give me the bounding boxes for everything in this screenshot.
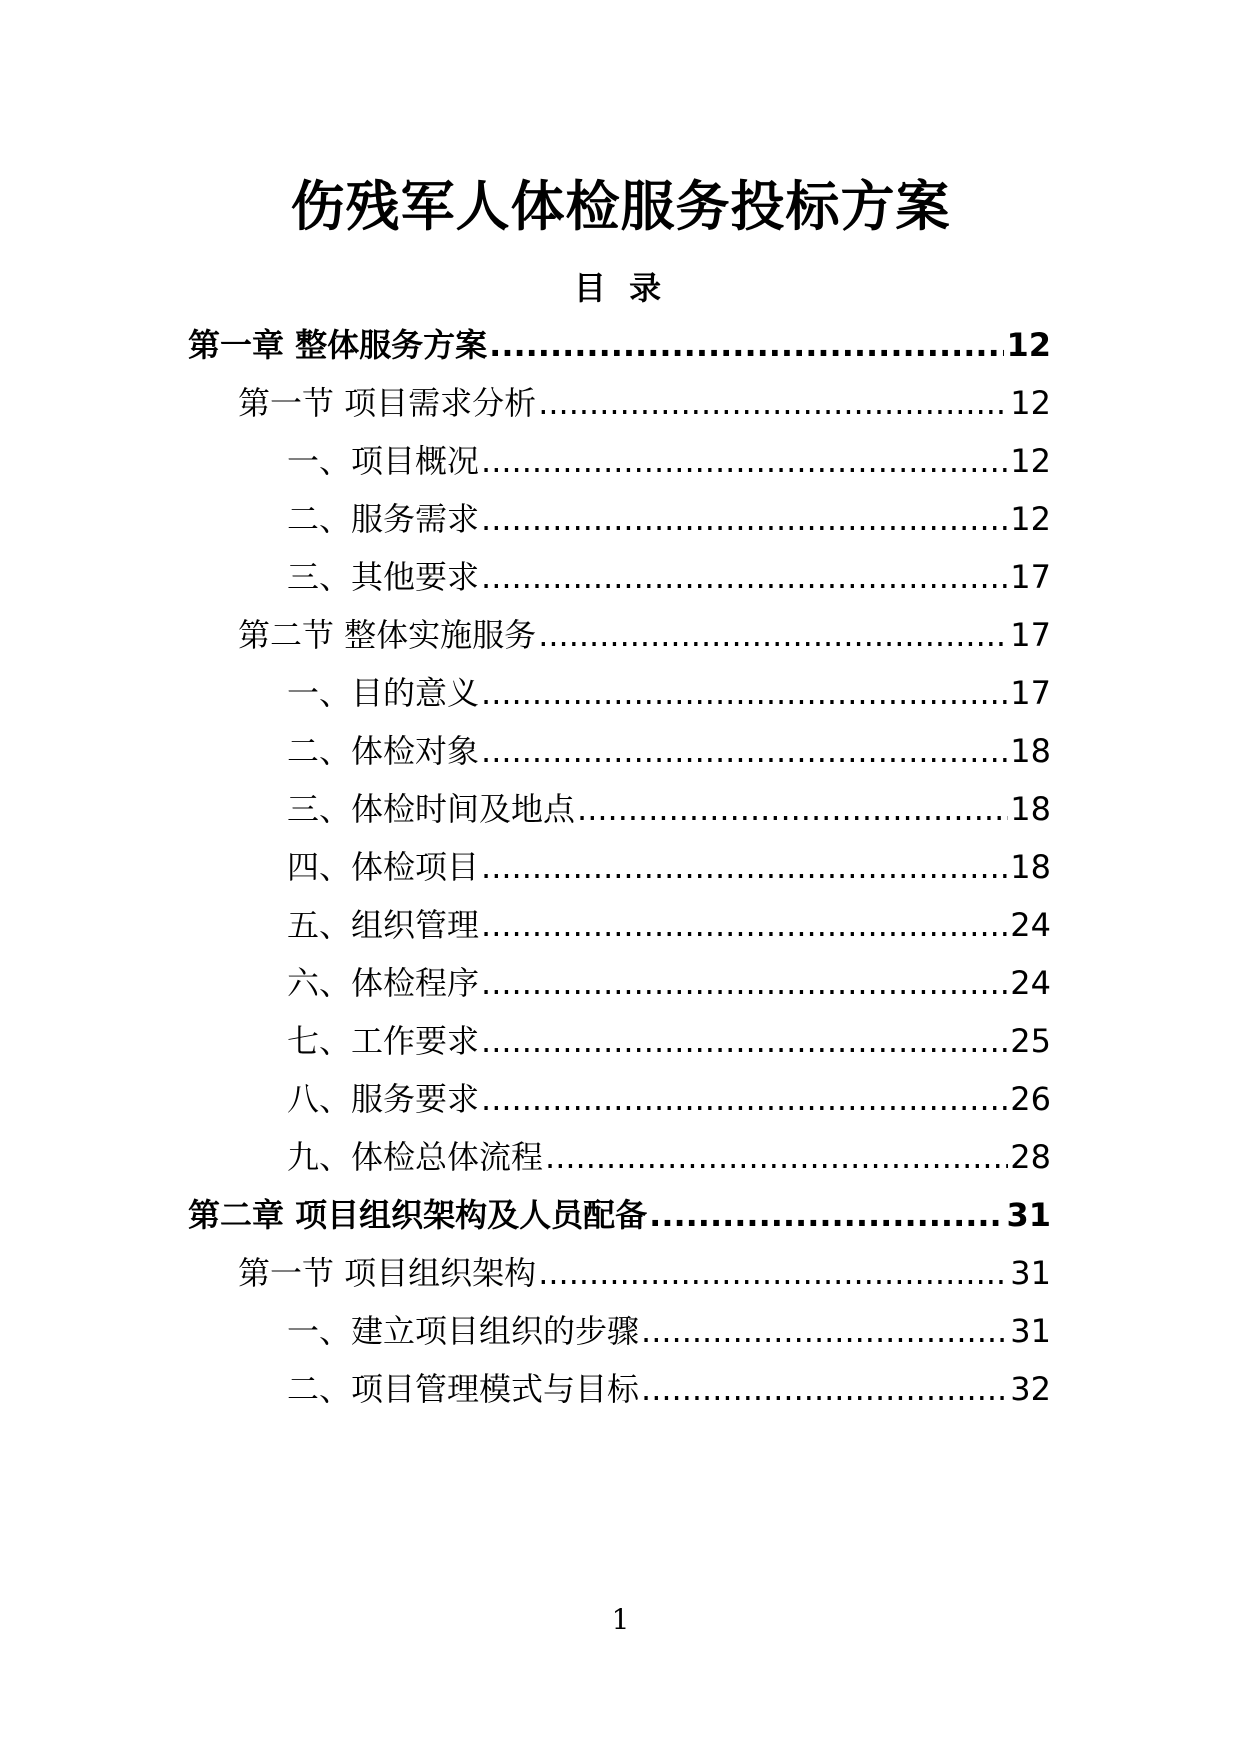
toc-entry[interactable] [238, 612, 1051, 658]
toc-leader-dots [481, 844, 1008, 890]
toc-leader-dots [538, 380, 1008, 426]
toc-entry-text: 一、项目概况 [287, 442, 480, 480]
toc-entry-text: 一、目的意义 [287, 674, 480, 712]
toc-leader-dots [641, 1366, 1008, 1412]
toc-entry-text: 三、其他要求 [287, 558, 480, 596]
toc-entry-page: 12 [1010, 384, 1051, 422]
toc-entry[interactable] [287, 1018, 1051, 1064]
toc-leader-dots [481, 496, 1008, 542]
toc-entry-page: 18 [1010, 790, 1051, 828]
toc-leader-dots [489, 322, 1004, 368]
toc-entry[interactable] [287, 496, 1051, 542]
toc-entry-text: 三、体检时间及地点 [287, 790, 576, 828]
toc-leader-dots [538, 612, 1008, 658]
toc-entry[interactable] [287, 670, 1051, 716]
toc-entry-text: 一、建立项目组织的步骤 [287, 1312, 640, 1350]
toc-leader-dots [481, 1076, 1008, 1122]
toc-entry[interactable] [287, 844, 1051, 890]
toc-leader-dots [481, 1018, 1008, 1064]
toc-leader-dots [481, 960, 1008, 1006]
toc-entry-page: 26 [1010, 1080, 1051, 1118]
toc-leader-dots [481, 438, 1008, 484]
toc-leader-dots [481, 554, 1008, 600]
toc-entry-page: 18 [1010, 848, 1051, 886]
toc-entry-page: 12 [1010, 442, 1051, 480]
toc-entry-text: 六、体检程序 [287, 964, 480, 1002]
toc-leader-dots [545, 1134, 1008, 1180]
toc-leader-dots [577, 786, 1008, 832]
document-title: 伤残军人体检服务投标方案 [290, 175, 951, 238]
toc-entry-text: 二、项目管理模式与目标 [287, 1370, 640, 1408]
toc-heading: 目 录 [573, 269, 668, 307]
toc-entry[interactable] [287, 786, 1051, 832]
toc-entry-page: 32 [1010, 1370, 1051, 1408]
toc-leader-dots [538, 1250, 1008, 1296]
page-number: 1 [611, 1603, 630, 1636]
toc-entry[interactable] [188, 1192, 1051, 1238]
toc-entry-text: 五、组织管理 [287, 906, 480, 944]
toc-entry[interactable] [287, 1134, 1051, 1180]
toc-entry[interactable] [238, 1250, 1051, 1296]
toc-entry-page: 12 [1006, 326, 1051, 364]
toc-entry-text: 第二节 整体实施服务 [238, 616, 537, 654]
toc-entry-page: 17 [1010, 558, 1051, 596]
toc-entry-page: 31 [1006, 1196, 1051, 1234]
toc-entry-text: 九、体检总体流程 [287, 1138, 544, 1176]
toc-entry-text: 第一节 项目需求分析 [238, 384, 537, 422]
toc-entry[interactable] [287, 960, 1051, 1006]
toc-entry-page: 17 [1010, 616, 1051, 654]
toc-entry[interactable] [188, 322, 1051, 368]
toc-entry[interactable] [287, 554, 1051, 600]
toc-entry[interactable] [287, 1308, 1051, 1354]
toc-entry-text: 八、服务要求 [287, 1080, 480, 1118]
toc-entry-page: 24 [1010, 964, 1051, 1002]
toc-entry-text: 第一节 项目组织架构 [238, 1254, 537, 1292]
toc-entry-page: 28 [1010, 1138, 1051, 1176]
toc-leader-dots [481, 902, 1008, 948]
toc-entry-text: 七、工作要求 [287, 1022, 480, 1060]
toc-entry-page: 31 [1010, 1312, 1051, 1350]
toc-leader-dots [481, 728, 1008, 774]
toc-entry[interactable] [238, 380, 1051, 426]
toc-leader-dots [641, 1308, 1008, 1354]
toc-entry[interactable] [287, 1076, 1051, 1122]
toc-entry[interactable] [287, 902, 1051, 948]
toc-entry-page: 31 [1010, 1254, 1051, 1292]
toc-entry[interactable] [287, 1366, 1051, 1412]
toc-entry-page: 17 [1010, 674, 1051, 712]
toc-entry-text: 第一章 整体服务方案 [188, 326, 488, 364]
toc-entry-page: 18 [1010, 732, 1051, 770]
toc-entry-text: 二、服务需求 [287, 500, 480, 538]
toc-leader-dots [649, 1192, 1004, 1238]
toc-entry-page: 12 [1010, 500, 1051, 538]
toc-entry-text: 四、体检项目 [287, 848, 480, 886]
toc-entry-page: 25 [1010, 1022, 1051, 1060]
toc-entry[interactable] [287, 438, 1051, 484]
toc-entry[interactable] [287, 728, 1051, 774]
toc-leader-dots [481, 670, 1008, 716]
toc-entry-page: 24 [1010, 906, 1051, 944]
toc-entry-text: 第二章 项目组织架构及人员配备 [188, 1196, 648, 1234]
toc-entry-text: 二、体检对象 [287, 732, 480, 770]
